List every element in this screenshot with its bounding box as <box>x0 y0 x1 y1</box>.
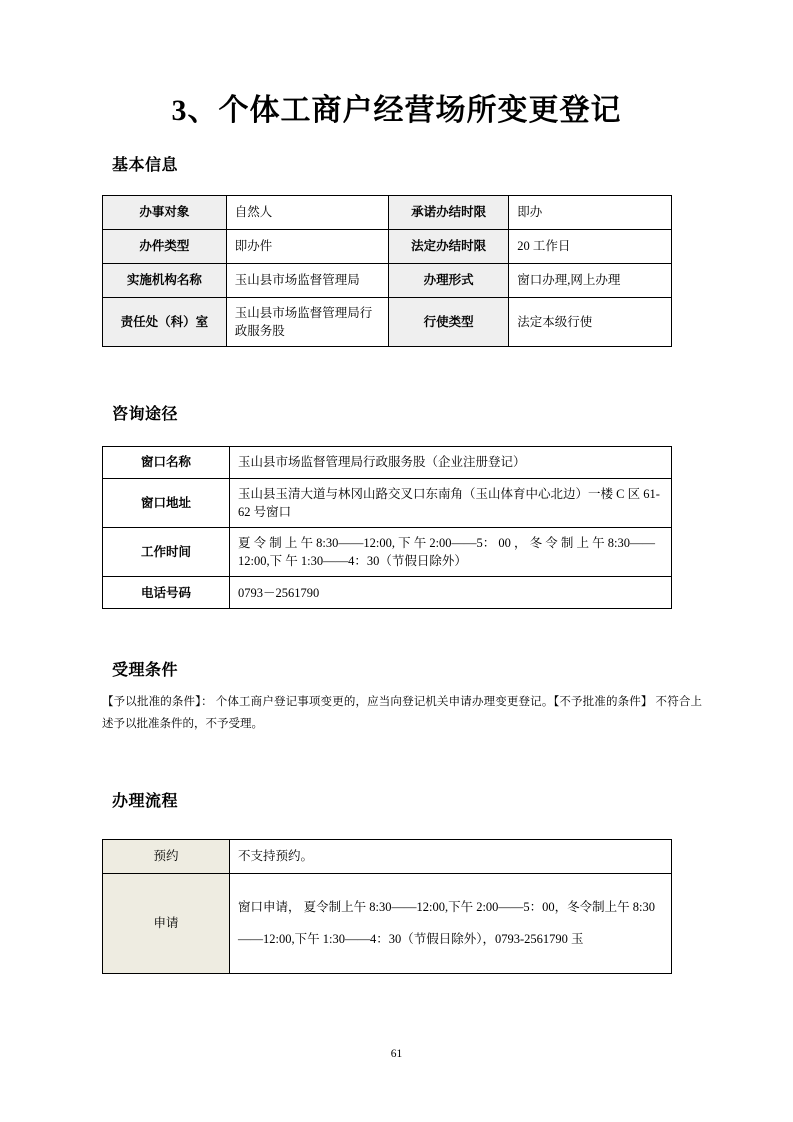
section-heading-acceptance: 受理条件 <box>112 662 179 680</box>
table-row <box>103 195 672 229</box>
cell-label: 办件类型 <box>103 229 227 263</box>
cell-value: 不支持预约。 <box>230 839 672 873</box>
cell-value: 即办件 <box>226 229 388 263</box>
cell-value: 窗口申请， 夏令制上午 8:30——12:00,下午 2:00——5：00，冬令制上午 8:30——12:00,下午 1:30——4：30（节假日除外），0793-2561790 玉 <box>230 873 672 973</box>
cell-value: 玉山县市场监督管理局行政服务股（企业注册登记） <box>230 446 672 478</box>
cell-label: 办理形式 <box>389 263 509 297</box>
basic-info-table <box>102 195 672 347</box>
cell-label: 电话号码 <box>103 577 230 609</box>
cell-label: 预约 <box>103 839 230 873</box>
acceptance-conditions-text: 【予以批准的条件】： 个体工商户登记事项变更的，应当向登记机关申请办理变更登记。【不予批准的条件】 不符合上述予以批准条件的，不予受理。 <box>102 696 702 731</box>
cell-label: 窗口名称 <box>103 446 230 478</box>
cell-value: 夏 令 制 上 午 8:30——12:00, 下 午 2:00——5： 00 ， 冬 令 制 上 午 8:30——12:00,下 午 1:30——4：30（节假日除外） <box>230 528 672 577</box>
cell-label: 申请 <box>103 873 230 973</box>
section-heading-consult: 咨询途径 <box>112 405 179 423</box>
consult-table <box>102 446 672 610</box>
cell-label: 责任处（科）室 <box>103 297 227 346</box>
page-title: 3、个体工商户经营场所变更登记 <box>171 94 622 127</box>
cell-value: 玉山县市场监督管理局行政服务股 <box>226 297 388 346</box>
cell-value: 玉山县市场监督管理局 <box>226 263 388 297</box>
cell-value: 20 工作日 <box>509 229 672 263</box>
cell-value: 法定本级行使 <box>509 297 672 346</box>
table-row <box>103 873 672 973</box>
cell-label: 实施机构名称 <box>103 263 227 297</box>
cell-label: 行使类型 <box>389 297 509 346</box>
cell-value: 玉山县玉清大道与林冈山路交叉口东南角（玉山体育中心北边）一楼 C 区 61-62 号窗口 <box>230 478 672 527</box>
cell-value: 自然人 <box>226 195 388 229</box>
page-number: 61 <box>390 1048 403 1060</box>
cell-label: 工作时间 <box>103 528 230 577</box>
cell-value: 即办 <box>509 195 672 229</box>
flow-table <box>102 839 672 974</box>
table-row <box>103 229 672 263</box>
cell-label: 法定办结时限 <box>389 229 509 263</box>
table-row <box>103 446 672 478</box>
cell-label: 承诺办结时限 <box>389 195 509 229</box>
table-row <box>103 839 672 873</box>
table-row <box>103 478 672 527</box>
table-row <box>103 577 672 609</box>
table-row <box>103 263 672 297</box>
cell-label: 窗口地址 <box>103 478 230 527</box>
cell-value: 0793－2561790 <box>230 577 672 609</box>
cell-label: 办事对象 <box>103 195 227 229</box>
table-row <box>103 297 672 346</box>
section-heading-basic-info: 基本信息 <box>112 156 179 174</box>
table-row <box>103 528 672 577</box>
section-heading-flow: 办理流程 <box>112 792 179 810</box>
cell-value: 窗口办理,网上办理 <box>509 263 672 297</box>
